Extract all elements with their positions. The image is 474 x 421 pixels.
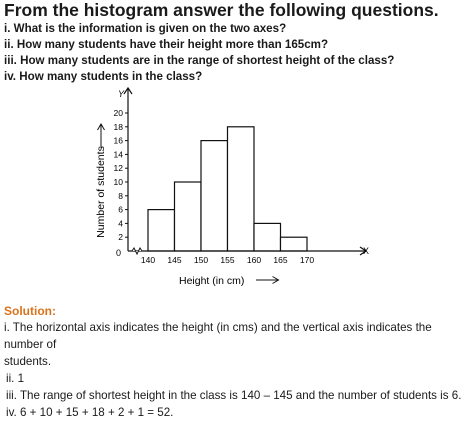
histogram-bar <box>254 223 281 251</box>
y-axis-letter: Y <box>118 89 125 99</box>
histogram-bar <box>148 210 175 251</box>
y-tick-labels <box>114 108 128 242</box>
y-tick-label: 4 <box>118 218 123 229</box>
histogram-bar <box>281 237 308 251</box>
solution-line-5: iv. 6 + 10 + 15 + 18 + 2 + 1 = 52. <box>6 406 174 419</box>
page-title: From the histogram answer the following questions. <box>4 0 439 20</box>
origin-label: 0 <box>115 248 121 258</box>
axis-break-icon <box>132 248 142 254</box>
y-tick-label: 6 <box>118 204 123 215</box>
x-tick-label: 160 <box>246 255 262 265</box>
histogram-bar <box>175 182 202 251</box>
y-tick-label: 20 <box>113 108 123 118</box>
y-tick-label: 18 <box>113 121 123 132</box>
solution-section <box>4 303 472 421</box>
histogram-bar <box>201 141 228 251</box>
x-tick-label: 145 <box>167 255 182 265</box>
x-tick-label: 165 <box>273 255 288 265</box>
solution-line-2: students. <box>4 355 52 368</box>
y-axis-label-arrow-icon <box>98 124 105 148</box>
y-tick-label: 14 <box>113 149 123 160</box>
solution-line-3: ii. 1 <box>6 372 25 385</box>
x-tick-label: 150 <box>193 255 209 265</box>
y-tick-label: 10 <box>113 177 123 187</box>
solution-heading: Solution: <box>4 304 56 318</box>
question-2: ii. How many students have their height more than 165cm? <box>4 38 329 51</box>
question-3: iii. How many students are in the range of shortest height of the class? <box>4 54 395 67</box>
solution-line-1: i. The horizontal axis indicates the height (in cms) and the vertical axis indicates the number of <box>4 321 432 351</box>
solution-line-4: iii. The range of shortest height in the class is 140 – 145 and the number of students is 6. <box>6 389 462 402</box>
x-tick-labels <box>141 255 314 265</box>
y-tick-label: 8 <box>118 190 123 201</box>
histogram-bars <box>148 127 307 251</box>
x-axis-label-arrow-icon <box>256 277 279 284</box>
x-axis-letter: X <box>363 246 370 256</box>
histogram-bar <box>228 127 255 251</box>
x-tick-label: 155 <box>220 255 235 265</box>
question-4: iv. How many students in the class? <box>4 70 203 83</box>
x-tick-label: 140 <box>140 255 156 265</box>
y-axis-label: Number of students <box>95 146 107 238</box>
y-tick-label: 12 <box>113 163 123 174</box>
question-1: i. What is the information is given on the two axes? <box>4 22 287 35</box>
x-tick-label: 170 <box>299 255 315 265</box>
y-tick-label: 2 <box>118 232 123 243</box>
x-axis-label: Height (in cm) <box>179 275 245 287</box>
y-tick-label: 16 <box>113 135 123 146</box>
